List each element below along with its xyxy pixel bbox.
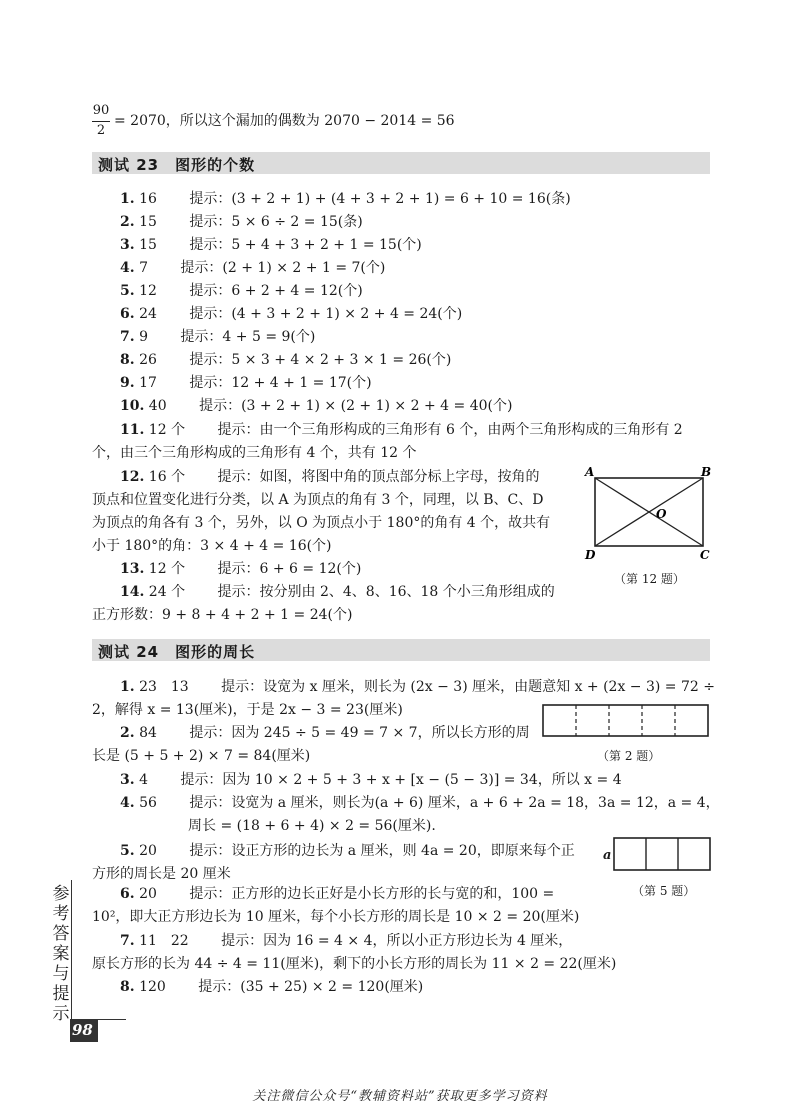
list-item: 5. 20 提示：设正方形的边长为 a 厘米，则 4a = 20，即原来每个正 [120,843,575,859]
outer-rectangle [614,838,710,870]
label-b: B [701,465,712,479]
list-item: 9. 17 提示：12 + 4 + 1 = 17(个) [120,375,372,391]
list-item-continued: 为顶点的角各有 3 个，另外，以 O 为顶点小于 180°的角有 4 个，故共有 [92,515,551,531]
list-item: 7. 9 提示：4 + 5 = 9(个) [120,329,316,345]
list-item-continued: 10²，即大正方形边长为 10 厘米，每个小长方形的周长是 10 × 2 = 20(厘米) [92,909,580,925]
figure-2-caption: （第 2 题） [597,749,661,763]
figure-12-caption: （第 12 题） [614,572,685,586]
list-item-continued: 2，解得 x = 13(厘米)，于是 2x − 3 = 23(厘米) [92,702,403,718]
list-item: 11. 12 个 提示：由一个三角形构成的三角形有 6 个，由两个三角形构成的三角形有 2 [120,422,683,438]
list-item-continued: 小于 180°的角：3 × 4 + 4 = 16(个) [92,538,332,554]
section-23-title: 测试 23 图形的个数 [98,156,256,174]
label-a: A [585,465,595,479]
figure-5-label-a: a [603,848,612,863]
figure-12-diagram [583,462,713,562]
section-24-header [92,639,710,661]
list-item: 7. 11 22 提示：因为 16 = 4 × 4，所以小正方形边长为 4 厘米， [120,933,573,949]
list-item: 6. 20 提示：正方形的边长正好是小长方形的长与宽的和，100 = [120,886,555,902]
list-item: 4. 56 提示：设宽为 a 厘米，则长为(a + 6) 厘米，a + 6 + 2a = 18，3a = 12，a = 4， [120,795,720,811]
section-24-title: 测试 24 图形的周长 [98,643,256,661]
list-item: 3. 15 提示：5 + 4 + 3 + 2 + 1 = 15(个) [120,237,422,253]
list-item: 13. 12 个 提示：6 + 6 = 12(个) [120,561,362,577]
label-d: D [585,548,596,562]
label-o: O [656,507,667,521]
footer-note: 关注微信公众号“教辅资料站”获取更多学习资料 [252,1089,548,1104]
page-number: 98 [72,1021,93,1039]
list-item: 3. 4 提示：因为 10 × 2 + 5 + 3 + x + [x − (5 − 3)] = 34，所以 x = 4 [120,772,622,788]
list-item-continued: 长是 (5 + 5 + 2) × 7 = 84(厘米) [92,748,311,764]
list-item: 4. 7 提示：(2 + 1) × 2 + 1 = 7(个) [120,260,386,276]
list-item-continued: 方形的周长是 20 厘米 [92,866,231,882]
list-item-continued: 原长方形的长为 44 ÷ 4 = 11(厘米)，剩下的小长方形的周长为 11 × 2 = 22(厘米) [92,956,617,972]
list-item: 5. 12 提示：6 + 2 + 4 = 12(个) [120,283,363,299]
intro-text: = 2070，所以这个漏加的偶数为 2070 − 2014 = 56 [114,113,455,129]
figure-2-diagram [541,703,711,739]
sidebar-label: 参考答案与提示 [52,884,70,1024]
fraction-bar [92,121,110,122]
list-item: 2. 84 提示：因为 245 ÷ 5 = 49 = 7 × 7，所以长方形的周 [120,725,530,741]
fraction-numerator: 90 [92,103,110,118]
list-item-continued: 顶点和位置变化进行分类，以 A 为顶点的角有 3 个，同理，以 B、C、D [92,492,544,508]
list-item-continued: 个，由三个三角形构成的三角形有 4 个，共有 12 个 [92,445,417,461]
list-item-continued: 周长 = (18 + 6 + 4) × 2 = 56(厘米). [188,818,436,834]
list-item: 14. 24 个 提示：按分别由 2、4、8、16、18 个小三角形组成的 [120,584,555,600]
list-item: 8. 120 提示：(35 + 25) × 2 = 120(厘米) [120,979,424,995]
list-item: 1. 16 提示：(3 + 2 + 1) + (4 + 3 + 2 + 1) = 6 + 10 = 16(条) [120,191,571,207]
list-item: 10. 40 提示：(3 + 2 + 1) × (2 + 1) × 2 + 4 = 40(个) [120,398,513,414]
list-item: 2. 15 提示：5 × 6 ÷ 2 = 15(条) [120,214,363,230]
section-23-header [92,152,710,174]
list-item: 12. 16 个 提示：如图，将图中角的顶点部分标上字母，按角的 [120,469,540,485]
list-item: 6. 24 提示：(4 + 3 + 2 + 1) × 2 + 4 = 24(个) [120,306,463,322]
outer-rectangle [543,705,708,736]
fraction-denominator: 2 [96,123,106,138]
list-item-continued: 正方形数：9 + 8 + 4 + 2 + 1 = 24(个) [92,607,353,623]
list-item: 8. 26 提示：5 × 3 + 4 × 2 + 3 × 1 = 26(个) [120,352,452,368]
list-item: 1. 23 13 提示：设宽为 x 厘米，则长为 (2x − 3) 厘米，由题意知 x + (2x − 3) = 72 ÷ [120,679,715,695]
figure-5-diagram [612,836,712,874]
figure-5-caption: （第 5 题） [632,884,696,898]
label-c: C [700,548,710,562]
